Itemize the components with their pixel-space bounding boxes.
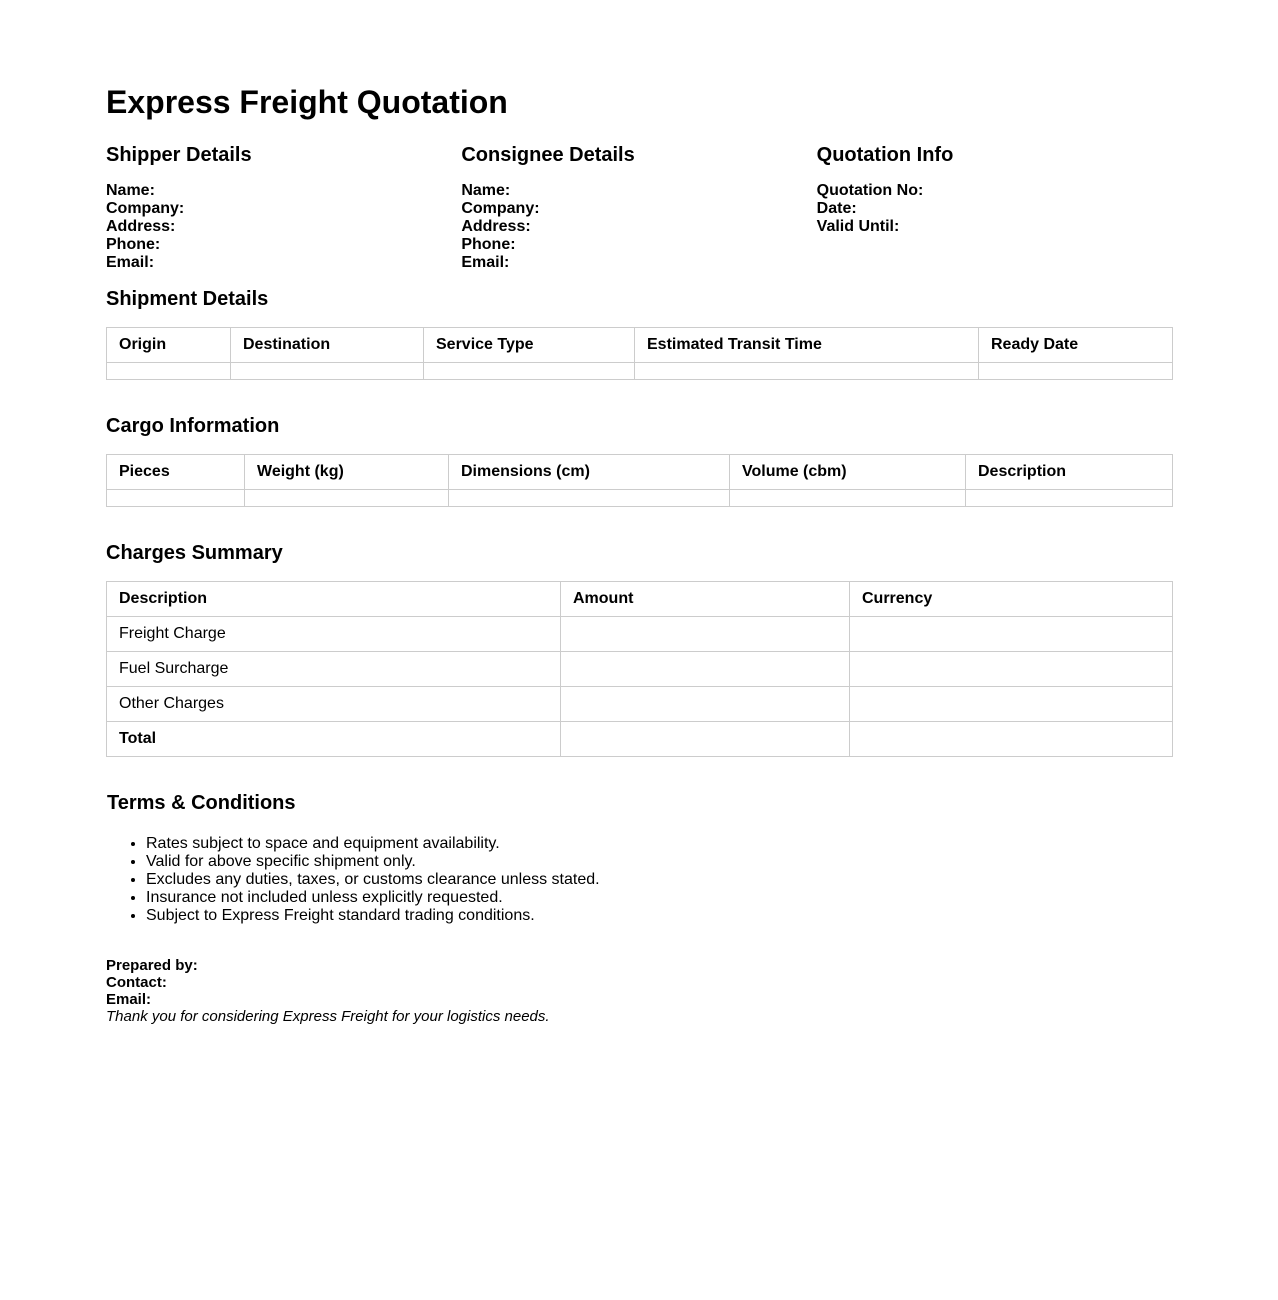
column-header-dimensions: Dimensions (cm)	[449, 455, 730, 490]
total-currency-cell	[850, 722, 1173, 757]
transit-time-cell	[635, 363, 979, 380]
column-header-description: Description	[966, 455, 1173, 490]
terms-section	[107, 791, 1173, 925]
shipper-details	[106, 143, 461, 272]
terms-item: • Excludes any duties, taxes, or customs clearance unless stated.	[146, 871, 1173, 889]
charge-amount-cell	[561, 652, 850, 687]
column-header-currency: Currency	[850, 582, 1173, 617]
shipment-section	[106, 287, 1172, 380]
charges-table	[106, 581, 1173, 757]
total-row	[107, 722, 1173, 757]
charges-section	[106, 541, 1172, 757]
column-header-description: Description	[107, 582, 561, 617]
column-header-ready-date: Ready Date	[979, 328, 1173, 363]
column-header-transit-time: Estimated Transit Time	[635, 328, 979, 363]
volume-cell	[730, 490, 966, 507]
consignee-heading: Consignee Details	[461, 144, 635, 166]
consignee-details	[461, 143, 816, 272]
footer	[106, 957, 550, 1025]
consignee-company-label: Company:	[461, 200, 540, 217]
column-header-origin: Origin	[107, 328, 231, 363]
column-header-destination: Destination	[231, 328, 424, 363]
cargo-section	[106, 414, 1172, 507]
charge-description-cell: Fuel Surcharge	[107, 652, 561, 687]
column-header-volume: Volume (cbm)	[730, 455, 966, 490]
charge-currency-cell	[850, 652, 1173, 687]
column-header-service-type: Service Type	[424, 328, 635, 363]
charge-description-cell: Freight Charge	[107, 617, 561, 652]
party-info-columns	[106, 143, 1172, 272]
shipper-phone-label: Phone:	[106, 236, 161, 253]
terms-item: • Subject to Express Freight standard trading conditions.	[146, 907, 1173, 925]
terms-item: • Valid for above specific shipment only.	[146, 853, 1173, 871]
terms-heading: Terms & Conditions	[107, 792, 296, 814]
pieces-cell	[107, 490, 245, 507]
table-header-row	[107, 455, 1173, 490]
table-row	[107, 490, 1173, 507]
charge-description-cell: Other Charges	[107, 687, 561, 722]
weight-cell	[245, 490, 449, 507]
contact-label: Contact:	[106, 974, 167, 991]
quotation-date-label: Date:	[816, 200, 857, 217]
terms-item: • Rates subject to space and equipment availability.	[146, 835, 1173, 853]
footer-email-label: Email:	[106, 991, 152, 1008]
column-header-pieces: Pieces	[107, 455, 245, 490]
shipper-name-label: Name:	[106, 182, 155, 199]
consignee-phone-label: Phone:	[461, 236, 516, 253]
table-row	[107, 617, 1173, 652]
terms-list	[106, 835, 1173, 925]
description-cell	[966, 490, 1173, 507]
terms-item: • Insurance not included unless explicitly requested.	[146, 889, 1173, 907]
origin-cell	[107, 363, 231, 380]
total-amount-cell	[561, 722, 850, 757]
cargo-table	[106, 454, 1173, 507]
quotation-heading: Quotation Info	[816, 144, 954, 166]
thank-you-note: Thank you for considering Express Freight for your logistics needs.	[106, 1008, 550, 1025]
destination-cell	[231, 363, 424, 380]
shipment-table	[106, 327, 1173, 380]
quotation-info	[817, 143, 1172, 272]
consignee-email-label: Email:	[461, 254, 510, 271]
page-title: Express Freight Quotation	[106, 84, 508, 120]
total-label-cell: Total	[107, 722, 561, 757]
charge-amount-cell	[561, 617, 850, 652]
table-row	[107, 687, 1173, 722]
quotation-number-label: Quotation No:	[816, 182, 924, 199]
shipper-heading: Shipper Details	[106, 144, 252, 166]
table-header-row	[107, 328, 1173, 363]
consignee-name-label: Name:	[461, 182, 511, 199]
shipper-address-label: Address:	[106, 218, 176, 235]
consignee-address-label: Address:	[461, 218, 531, 235]
charge-currency-cell	[850, 617, 1173, 652]
column-header-amount: Amount	[561, 582, 850, 617]
charge-currency-cell	[850, 687, 1173, 722]
dimensions-cell	[449, 490, 730, 507]
quotation-valid-until-label: Valid Until:	[816, 218, 900, 235]
shipper-company-label: Company:	[106, 200, 185, 217]
column-header-weight: Weight (kg)	[245, 455, 449, 490]
charges-heading: Charges Summary	[106, 542, 283, 564]
table-row	[107, 652, 1173, 687]
shipment-heading: Shipment Details	[106, 288, 269, 310]
table-header-row	[107, 582, 1173, 617]
table-row	[107, 363, 1173, 380]
prepared-by-label: Prepared by:	[106, 957, 198, 974]
shipper-email-label: Email:	[106, 254, 155, 271]
ready-date-cell	[979, 363, 1173, 380]
cargo-heading: Cargo Information	[106, 415, 280, 437]
service-type-cell	[424, 363, 635, 380]
charge-amount-cell	[561, 687, 850, 722]
